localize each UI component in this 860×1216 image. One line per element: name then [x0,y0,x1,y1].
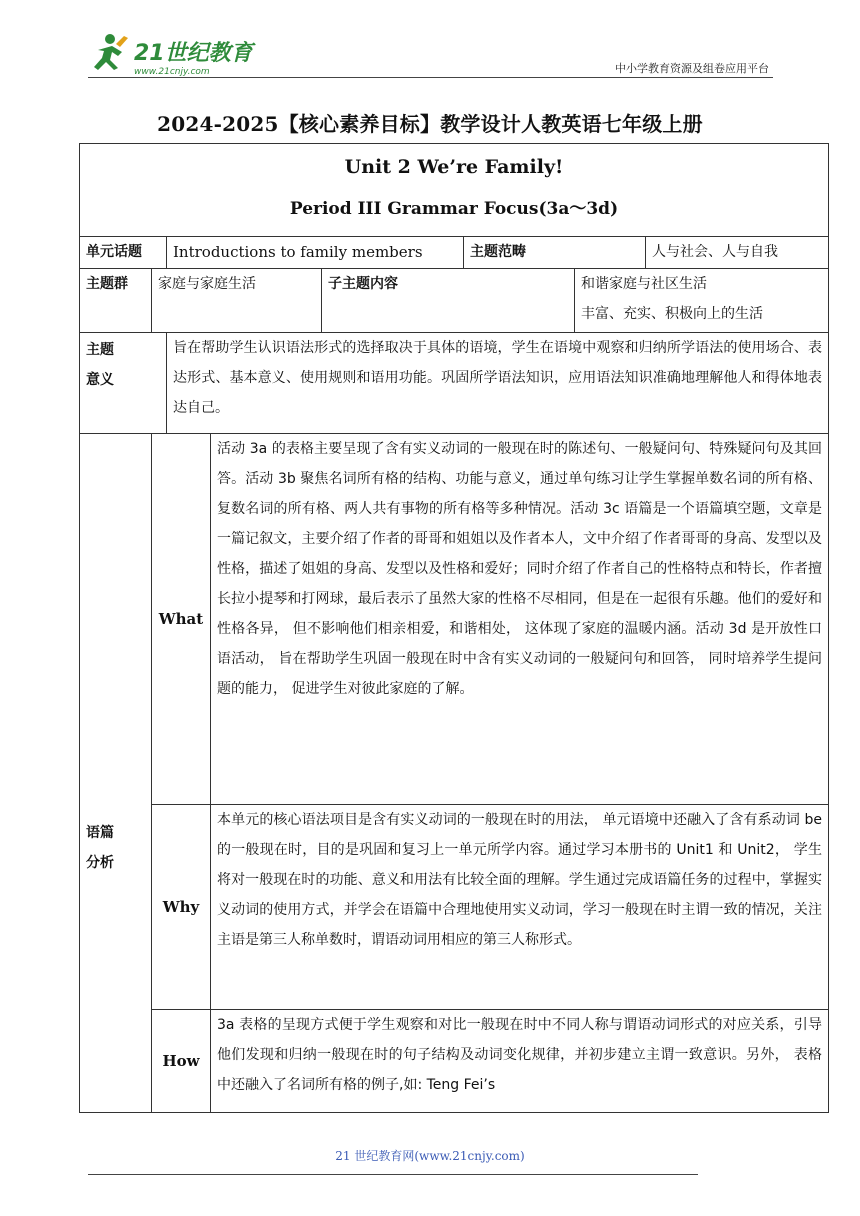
subtheme-label: 子主题内容 [322,269,575,333]
topic-value: Introductions to family members [167,237,464,269]
unit-title: Unit 2 We’re Family! [344,156,564,178]
theme-scope-value: 人与社会、人与自我 [646,237,829,269]
what-row [80,434,829,805]
analysis-label-line-2: 分析 [86,855,114,871]
meaning-label-line-2: 意义 [86,372,114,388]
footer-divider [88,1174,698,1175]
period-title: Period III Grammar Focus(3a～3d) [289,199,619,219]
lesson-design-table [79,143,829,1113]
subtheme-line-1: 和谐家庭与社区生活 [581,276,707,292]
subtheme-value [575,269,829,333]
subtheme-line-2: 丰富、充实、积极向上的生活 [581,306,763,322]
topic-row [80,237,829,269]
what-label: What [152,434,211,805]
how-label: How [152,1010,211,1113]
meaning-text: 旨在帮助学生认识语法形式的选择取决于具体的语境，学生在语境中观察和归纳所学语法的使用场合、表达形式、基本意义、使用规则和语用功能。巩固所学语法知识，应用语法知识准确地理解他人和得体地表达自己。 [167,333,829,434]
unit-cell [80,144,829,237]
analysis-label [80,434,152,1113]
platform-tagline: 中小学教育资源及组卷应用平台 [615,62,769,75]
meaning-row [80,333,829,434]
how-row [80,1010,829,1113]
why-row [80,805,829,1010]
unit-row [80,144,829,237]
header-divider [88,77,773,78]
topic-label: 单元话题 [80,237,167,269]
page-header [88,30,773,80]
why-text: 本单元的核心语法项目是含有实义动词的一般现在时的用法， 单元语境中还融入了含有系动词 be 的一般现在时，目的是巩固和复习上一单元所学内容。通过学习本册书的 Unit1 和 Unit2， 学生将对一般现在时的功能、意义和用法有比较全面的理解。学生通过完成语篇任务的过程中，掌握实义动词的使用方式，并学会在语篇中合理地使用实义动词，学习一般现在时主谓一致的情况，关注主语是第三人称单数时，谓语动词用相应的第三人称形式。 [211,805,829,1010]
document-title: 2024-2025【核心素养目标】教学设计人教英语七年级上册 [157,112,703,136]
theme-scope-label: 主题范畴 [464,237,646,269]
svg-text:21世纪教育: 21世纪教育 [134,41,253,66]
analysis-label-line-1: 语篇 [86,825,114,841]
theme-group-label: 主题群 [80,269,152,333]
logo [88,30,258,80]
meaning-label-line-1: 主题 [86,342,114,358]
footer-link[interactable]: 21 世纪教育网(www.21cnjy.com) [335,1149,525,1163]
why-label: Why [152,805,211,1010]
logo-icon [88,30,258,80]
svg-text:www.21cnjy.com: www.21cnjy.com [134,67,210,77]
how-text: 3a 表格的呈现方式便于学生观察和对比一般现在时中不同人称与谓语动词形式的对应关系，引导他们发现和归纳一般现在时的句子结构及动词变化规律，并初步建立主谓一致意识。另外， 表格中还融入了名词所有格的例子,如: Teng Fei’s [211,1010,829,1113]
theme-group-value: 家庭与家庭生活 [152,269,322,333]
meaning-label [80,333,167,434]
what-text: 活动 3a 的表格主要呈现了含有实义动词的一般现在时的陈述句、一般疑问句、特殊疑问句及其回答。活动 3b 聚焦名词所有格的结构、功能与意义，通过单句练习让学生掌握单数名词的所有格、复数名词的所有格、两人共有事物的所有格等多种情况。活动 3c 语篇是一个语篇填空题，文章是一篇记叙文，主要介绍了作者的哥哥和姐姐以及作者本人，文中介绍了作者哥哥的身高、发型以及性格，描述了姐姐的身高、发型以及性格和爱好；同时介绍了作者自己的性格特点和特长，作者擅长拉小提琴和打网球，最后表示了虽然大家的性格不尽相同，但是在一起很有乐趣。他们的爱好和性格各异， 但不影响他们相亲相爱，和谐相处， 这体现了家庭的温暖内涵。活动 3d 是开放性口语活动， 旨在帮助学生巩固一般现在时中含有实义动词的一般疑问句和回答， 同时培养学生提问题的能力， 促进学生对彼此家庭的了解。 [211,434,829,805]
theme-group-row [80,269,829,333]
